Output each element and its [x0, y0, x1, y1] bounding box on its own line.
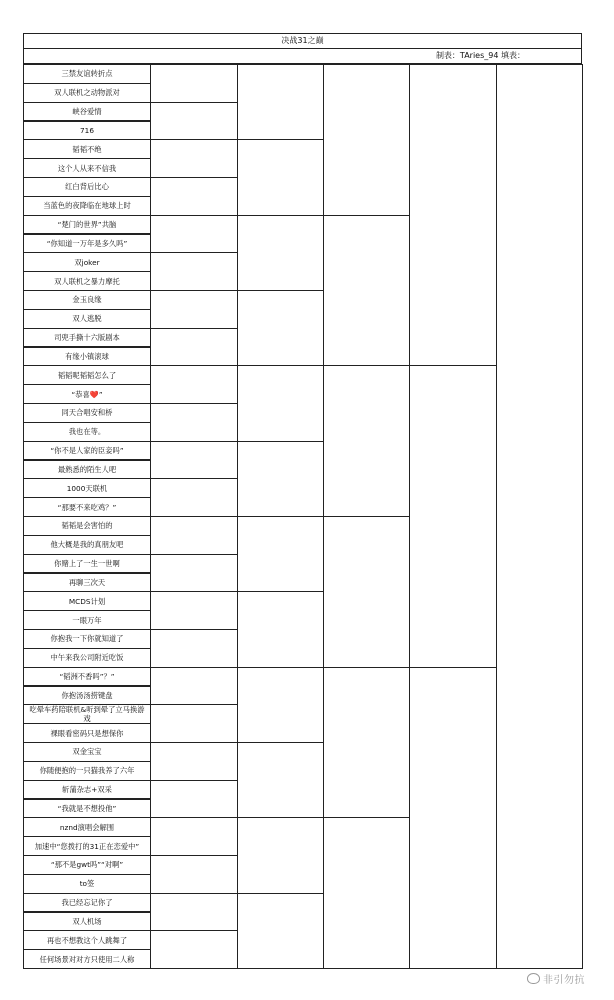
entry-cell: 我已经忘记你了 [23, 893, 151, 913]
round-2-slot [237, 64, 324, 140]
entry-cell: MCDS计划 [23, 591, 151, 611]
entry-cell: 双joker [23, 252, 151, 272]
round-5-slot [496, 64, 583, 969]
round-1-slot [150, 817, 238, 856]
entry-cell: 金玉良缘 [23, 290, 151, 310]
round-1-slot [150, 290, 238, 329]
round-1-slot [150, 478, 238, 517]
entry-cell: 双人联机之动物派对 [23, 83, 151, 103]
round-2-slot [237, 667, 324, 743]
entry-cell: 三禁友谊转折点 [23, 64, 151, 84]
watermark [527, 971, 585, 986]
round-2-slot [237, 742, 324, 818]
entry-cell: 吃晕车药陪联机&听到晕了立马换游戏 [23, 704, 151, 724]
entry-cell: 再也不想教这个人跳舞了 [23, 930, 151, 950]
entry-cell: 你抱我一下你就知道了 [23, 629, 151, 649]
round-2-slot [237, 591, 324, 667]
round-2-slot [237, 516, 324, 592]
entry-cell: 双金宝宝 [23, 742, 151, 762]
round-2-slot [237, 215, 324, 291]
round-1-slot [150, 516, 238, 555]
round-1-slot [150, 667, 238, 706]
round-1-slot [150, 441, 238, 480]
entry-cell: 任何场景对对方只使用二人称 [23, 949, 151, 969]
round-2-slot [237, 817, 324, 893]
round-2-slot [237, 290, 324, 366]
entry-cell: 当蓝色的夜降临在地球上时 [23, 196, 151, 216]
round-1-slot [150, 139, 238, 178]
round-1-slot [150, 780, 238, 819]
round-4-slot [409, 365, 497, 667]
entry-cell: 韬韬呢韬韬怎么了 [23, 365, 151, 385]
entry-cell: “你不是人家的臣妾吗” [23, 441, 151, 461]
entry-cell: 韬韬不绝 [23, 139, 151, 159]
entry-cell: 双人机场 [23, 912, 151, 932]
entry-cell: 有缘小镇滚球 [23, 347, 151, 367]
entry-cell: 你抱汤汤捞键盘 [23, 686, 151, 706]
entry-cell: 你随便抱的一只猫我养了六年 [23, 761, 151, 781]
round-2-slot [237, 441, 324, 517]
entry-cell: 一眼万年 [23, 610, 151, 630]
round-1-slot [150, 554, 238, 593]
entry-cell: 我也在等。 [23, 422, 151, 442]
round-1-slot [150, 177, 238, 216]
round-3-slot [323, 817, 410, 969]
entry-cell: “恭喜❤️” [23, 384, 151, 404]
author-meta: 制表：TAries_94 填表： [23, 48, 582, 64]
entry-cell: 红白背后比心 [23, 177, 151, 197]
round-1-slot [150, 591, 238, 630]
bracket-title: 决战31之巅 [23, 33, 582, 49]
round-1-slot [150, 403, 238, 442]
entry-cell: to签 [23, 874, 151, 894]
round-1-slot [150, 629, 238, 668]
round-1-slot [150, 252, 238, 291]
round-2-slot [237, 365, 324, 441]
entry-cell: 双人联机之暴力摩托 [23, 271, 151, 291]
round-3-slot [323, 667, 410, 819]
entry-cell: 716 [23, 121, 151, 141]
round-3-slot [323, 365, 410, 517]
round-2-slot [237, 139, 324, 215]
weibo-logo-icon [527, 973, 540, 984]
entry-cell: “韬洲不香吗”？” [23, 667, 151, 687]
entry-cell: 他大概是我的真朋友吧 [23, 535, 151, 555]
round-4-slot [409, 667, 497, 969]
entry-cell: 中午来我公司附近吃饭 [23, 648, 151, 668]
round-1-slot [150, 102, 238, 141]
round-1-slot [150, 855, 238, 894]
entry-cell: 1000天联机 [23, 478, 151, 498]
round-1-slot [150, 893, 238, 932]
entry-cell: 你赌上了一生一世啊 [23, 554, 151, 574]
entry-cell: “你知道一万年是多久吗” [23, 234, 151, 254]
round-1-slot [150, 365, 238, 404]
entry-cell: 双人逃脱 [23, 309, 151, 329]
round-1-slot [150, 64, 238, 103]
entry-cell: “楚门的世界”共脑 [23, 215, 151, 235]
round-2-slot [237, 893, 324, 969]
round-1-slot [150, 704, 238, 743]
entry-cell: 同天合唱安和桥 [23, 403, 151, 423]
entry-cell: “我就是不想投他” [23, 799, 151, 819]
entry-cell: 再聊三次天 [23, 573, 151, 593]
entry-cell: 最熟悉的陌生人吧 [23, 460, 151, 480]
entry-cell: “那要不来吃鸡？” [23, 497, 151, 517]
entry-cell: 裸眼看密码只是想保你 [23, 723, 151, 743]
round-4-slot [409, 64, 497, 366]
round-1-slot [150, 742, 238, 781]
round-1-slot [150, 328, 238, 367]
entry-cell: “那不是gwt吗”“对啊” [23, 855, 151, 875]
entry-cell: 加速中“您拨打的31正在恋爱中” [23, 836, 151, 856]
entry-cell: nznd演唱会解围 [23, 817, 151, 837]
round-3-slot [323, 215, 410, 367]
entry-cell: 这个人从来不信我 [23, 158, 151, 178]
entry-cell: 峡谷爱情 [23, 102, 151, 122]
watermark-text: 非引勿抗 [543, 975, 585, 986]
round-3-slot [323, 516, 410, 668]
round-1-slot [150, 215, 238, 254]
round-3-slot [323, 64, 410, 216]
entry-cell: 韬韬是会害怕的 [23, 516, 151, 536]
round-1-slot [150, 930, 238, 969]
entry-cell: 斩蒲杂志+双采 [23, 780, 151, 800]
entry-cell: 司兜手撕十六版剧本 [23, 328, 151, 348]
